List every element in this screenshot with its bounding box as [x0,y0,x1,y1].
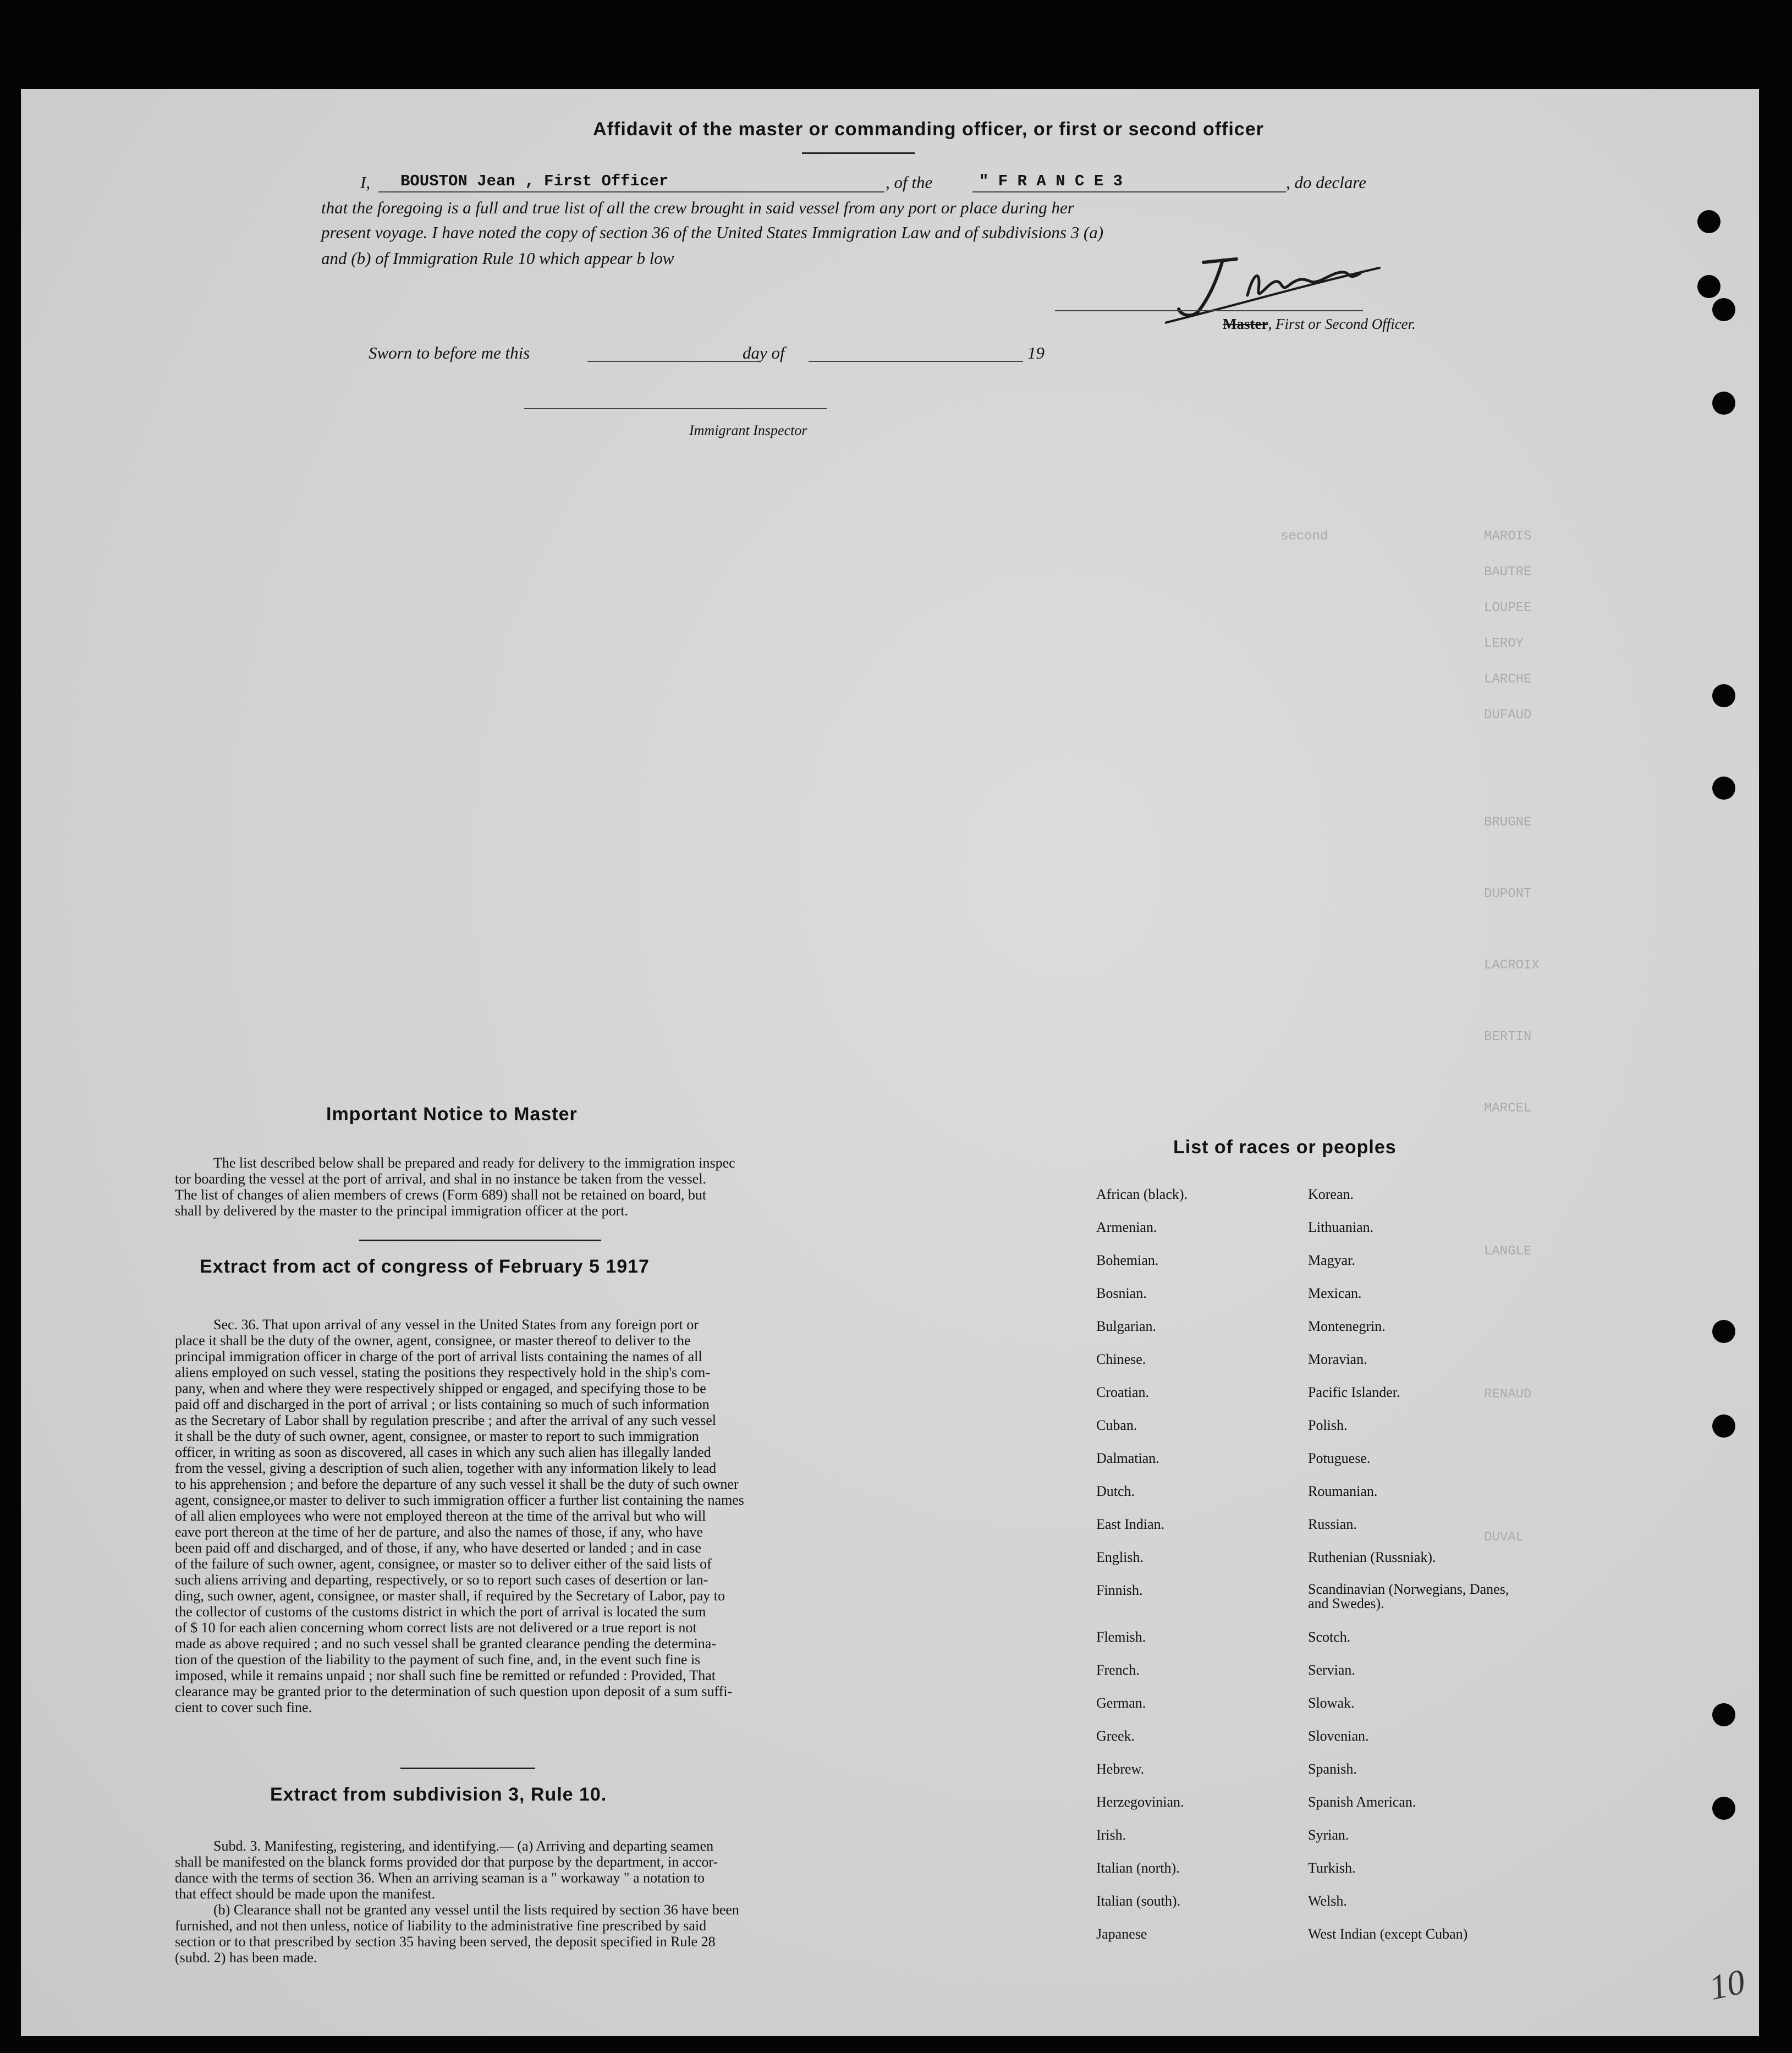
punch-hole [1712,684,1735,707]
race-left-item: Cuban. [1096,1417,1137,1433]
race-left-item: Chinese. [1096,1351,1146,1367]
rule-line: Subd. 3. Manifesting, registering, and identifying.— (a) Arriving and departing seamen [213,1838,714,1854]
document-page: Affidavit of the master or commanding officer, or first or second officer I, BOUSTON Jean , First Officer , of the " F R A N C E 3 , do declare that the foregoing is a full and true list of all the crew brought in said vessel from any port or place during her present voyage. I have noted the copy of section 36 of the United States Immigration Law and of subdivisions 3 (a) and (b) of Immigration Rule 10 which appear b low Master, First or Second Officer. Sworn to before me this day of 19 Immigrant Inspector MAROIS second BAUTRE LOUPEE LEROY LARCHE DUFAUD BRUGNE DUPONT LACROIX BERTIN MARCEL LANGLE RENAUD DUVAL Important Notice to Master The list described below shall be prepared and ready for delivery to the immigration inspec tor boarding the vessel at the port of arrival, and shal in no instance be taken from the vessel. The list of changes of alien members of crews (Form 689) shall not be retained on board, but shall by delivered by the master to the principal immigration officer at the port. Extract from act of congress of February 5 1917 Sec. 36. That upon arrival of any vessel in the United States from any foreign port or place it shall be the duty of the owner, agent, consignee, or master thereof to deliver to the principal immigration officer in charge of the port of arrival lists containing the names of all aliens employed on such vessel, stating the positions they respectively hold in the ship's com- pany, when and where they were respectively shipped or engaged, and specifying those to be paid off and discharged in the port of arrival ; or lists containing so much of such information as the Secretary of Labor shall by regulation prescribe ; and after the arrival of any such vessel it shall be the duty of such owner, agent, consignee, or master to report to such immigration officer, in writing as soon as discovered, all cases in which any such alien has illegally landed from the vessel, giving a description of such alien, together with any information likely to lead to his apprehension ; and before the departure of any such vessel it shall be the duty of such owner agent, consignee,or master to deliver to such immigration officer a further list containing the names of all alien employees who were not employed thereon at the time of the arrival but who will eave port thereon at the time of her de parture, and also the names of those, if any, who have been paid off and discharged, and of those, if any, who have deserted or landed ; and in case of the failure of such owner, agent, consignee, or master so to deliver either of the said lists of such aliens arriving and departing, respectively, or so to report such cases of desertion or lan- ding, such owner, agent, consignee, or master shall, if required by the Secretary of Labor, pay to the collector of customs of the customs district in which the port of arrival is located the sum of $ 10 for each alien concerning whom correct lists are not delivered or a true report is not made as above required ; and no such vessel shall be granted clearance pending the determina- tion of the question of the liability to the payment of such fine, and, in the event such fine is imposed, while it remains unpaid ; nor shall such fine be remitted or refunded : Provided, That clearance may be granted prior to the determination of such question upon deposit of a sum suffi- cient to cover such fine. Extract from subdivision 3, Rule 10. Subd. 3. Manifesting, registering, and identifying.— (a) Arriving and departing seamen shall be manifested on the blanck forms provided dor that purpose by the department, in accor- dance with the terms of section 36. When an arriving seaman is a " workaway " a notation to that effect should be made upon the manifest. (b) Clearance shall not be granted any vessel until the lists required by section 36 have been furnished, and not then unless, notice of liability to the administrative fine prescribed by said section or to that prescribed by section 35 having been served, the deposit specified in Rule 28 (subd. 2) has been made. List of races or peoples African (black). Armenian. Bohemian. Bosnian. Bulgarian. Chinese. Croatian. Cuban. Dalmatian. Dutch. East Indian. English. Finnish. Flemish. French. German. Greek. Hebrew. Herzegovinian. Irish. Italian (north). Italian (south). Japanese Korean. Lithuanian. Magyar. Mexican. Montenegrin. Moravian. Pacific Islander. Polish. Potuguese. Roumanian. Russian. Ruthenian (Russniak). Scandinavian (Norwegians, Danes, and Swedes). Scotch. Servian. Slowak. Slovenian. Spanish. Spanish American. Syrian. Turkish. Welsh. West Indian (except Cuban) 10 [21,89,1759,2036]
act-line: imposed, while it remains unpaid ; nor shall such fine be remitted or refunded : Provided, That [175,1667,716,1683]
punch-hole [1712,298,1735,321]
act-line: eave port thereon at the time of her de parture, and also the names of those, if any, who have [175,1524,703,1540]
punch-hole [1712,1703,1735,1726]
act-divider [400,1768,535,1769]
punch-hole [1712,1797,1735,1820]
declarant-line [378,191,884,192]
race-right-item: Montenegrin. [1308,1318,1386,1334]
races-title: List of races or peoples [1173,1137,1397,1158]
officer-title: First or Second Officer. [1275,316,1416,332]
race-right-item: Slovenian. [1308,1728,1369,1744]
do-declare-label: , do declare [1286,173,1367,192]
notice-line: shall by delivered by the master to the principal immigration officer at the port. [175,1203,629,1219]
race-right-item: Potuguese. [1308,1450,1371,1466]
race-left-item: Italian (north). [1096,1860,1180,1876]
act-line: principal immigration officer in charge of the port of arrival lists containing the names of all [175,1349,702,1364]
struck-master-label: Master [1223,316,1268,332]
race-left-item: Croatian. [1096,1384,1150,1400]
year-label: 19 [1027,343,1045,362]
act-line: of $ 10 for each alien concerning whom correct lists are not delivered or a true report is not [175,1620,697,1636]
inspector-label: Immigrant Inspector [689,422,807,438]
act-line: Sec. 36. That upon arrival of any vessel in the United States from any foreign port or [213,1317,699,1333]
race-left-item: Irish. [1096,1827,1126,1843]
race-left-item: Dalmatian. [1096,1450,1159,1466]
notice-line: The list described below shall be prepared and ready for delivery to the immigration inspec [213,1155,735,1171]
affidavit-line-3: present voyage. I have noted the copy of section 36 of the United States Immigration Law and of subdivisions 3 (a) [321,223,1104,242]
race-right-item: Lithuanian. [1308,1219,1374,1235]
race-right-item: Slowak. [1308,1695,1355,1711]
act-line: ding, such owner, agent, consignee, or master shall, if required by the Secretary of Labor, pay to [175,1588,725,1604]
day-of-label: day of [743,343,785,362]
vessel-name: " F R A N C E 3 [979,172,1123,190]
race-right-item: Moravian. [1308,1351,1367,1367]
race-left-item: Bosnian. [1096,1285,1147,1301]
rule-extract-text [175,1838,813,1966]
race-right-item: Mexican. [1308,1285,1362,1301]
race-left-item: Italian (south). [1096,1893,1181,1909]
race-right-item: Spanish American. [1308,1794,1416,1810]
race-left-item: English. [1096,1549,1144,1565]
race-right-item: Scotch. [1308,1629,1351,1645]
act-line: such aliens arriving and departing, respectively, or so to report such cases of desertion or lan- [175,1572,708,1588]
race-left-item: French. [1096,1662,1140,1678]
race-left-item: Bulgarian. [1096,1318,1157,1334]
race-left-item: German. [1096,1695,1146,1711]
rule-line: (subd. 2) has been made. [175,1950,317,1966]
notice-line: The list of changes of alien members of crews (Form 689) shall not be retained on board, but [175,1187,707,1203]
rule-extract-title: Extract from subdivision 3, Rule 10. [270,1784,607,1805]
act-line: cient to cover such fine. [175,1699,312,1715]
affidavit-prefix: I, [360,173,371,192]
race-left-item: Japanese [1096,1926,1147,1942]
notice-line: tor boarding the vessel at the port of arrival, and shal in no instance be taken from the vessel. [175,1171,707,1187]
affidavit-line-4: and (b) of Immigration Rule 10 which appear b low [321,249,674,268]
act-line: place it shall be the duty of the owner, agent, consignee, or master thereof to deliver to the [175,1333,691,1349]
act-line: tion of the question of the liability to the payment of such fine, and, in the event such fine is [175,1652,701,1667]
affidavit-title: Affidavit of the master or commanding officer, or first or second officer [593,119,1264,140]
race-left-item: East Indian. [1096,1516,1165,1532]
act-line: officer, in writing as soon as discovered, all cases in which any such alien has illegally landed [175,1444,711,1460]
act-line: pany, when and where they were respectively shipped or engaged, and specifying those to be [175,1380,706,1396]
notice-divider [359,1240,601,1241]
sworn-month-line [809,361,1023,362]
act-line: made as above required ; and no such vessel shall be granted clearance pending the determina- [175,1636,716,1652]
notice-title: Important Notice to Master [326,1104,578,1125]
rule-line: that effect should be made upon the manifest. [175,1886,436,1902]
act-line: paid off and discharged in the port of arrival ; or lists containing so much of such information [175,1396,710,1412]
rule-line: section or to that prescribed by section 35 having been served, the deposit specified in Rule 28 [175,1934,716,1950]
act-extract-text [175,1317,813,1715]
sworn-day-line [587,361,758,362]
declarant-name: BOUSTON Jean , First Officer [400,172,669,190]
affidavit-line-2: that the foregoing is a full and true list of all the crew brought in said vessel from any port or place during her [321,198,1074,217]
punch-hole [1697,210,1720,233]
race-right-item: Scandinavian (Norwegians, Danes, and Swedes). [1308,1581,1509,1611]
race-right-item: Pacific Islander. [1308,1384,1400,1400]
race-left-item: Hebrew. [1096,1761,1145,1777]
race-right-item: Roumanian. [1308,1483,1378,1499]
act-line: to his apprehension ; and before the departure of any such vessel it shall be the duty of such owner [175,1476,739,1492]
race-right-item: Turkish. [1308,1860,1356,1876]
act-line: the collector of customs of the customs district in which the port of arrival is located the sum [175,1604,706,1620]
inspector-signature-line [524,408,827,409]
race-left-item: Dutch. [1096,1483,1135,1499]
race-right-item: Ruthenian (Russniak). [1308,1549,1436,1565]
race-left-item: Bohemian. [1096,1252,1159,1268]
sworn-label: Sworn to before me this [369,343,530,362]
act-line: been paid off and discharged, and of those, if any, who have deserted or landed ; and in case [175,1540,701,1556]
act-line: as the Secretary of Labor shall by regulation prescribe ; and after the arrival of any such vessel [175,1412,717,1428]
race-left-item: Flemish. [1096,1629,1146,1645]
race-right-item: Servian. [1308,1662,1355,1678]
race-right-item: Korean. [1308,1186,1354,1202]
race-right-item: Syrian. [1308,1827,1349,1843]
rule-line: furnished, and not then unless, notice of liability to the administrative fine prescribed by said [175,1918,707,1934]
race-right-item: Magyar. [1308,1252,1355,1268]
notice-text [175,1155,813,1219]
rule-line: shall be manifested on the blanck forms provided dor that purpose by the department, in accor- [175,1854,718,1870]
act-extract-title: Extract from act of congress of February 5 1917 [200,1256,650,1277]
act-line: from the vessel, giving a description of such alien, together with any information likely to lead [175,1460,717,1476]
race-left-item: African (black). [1096,1186,1188,1202]
race-right-item: Welsh. [1308,1893,1347,1909]
race-left-item: Greek. [1096,1728,1135,1744]
punch-hole [1712,777,1735,800]
race-right-item: Russian. [1308,1516,1357,1532]
race-right-item: Polish. [1308,1417,1348,1433]
officer-label: Master, First or Second Officer. [1223,316,1416,332]
of-the-label: , of the [886,173,933,192]
race-left-item: Armenian. [1096,1219,1157,1235]
race-right-item: Spanish. [1308,1761,1357,1777]
punch-hole [1712,1320,1735,1343]
margin-mark: 10 [1706,1962,1749,2007]
race-right-item: West Indian (except Cuban) [1308,1926,1468,1942]
punch-hole [1712,392,1735,415]
act-line: aliens employed on such vessel, stating the positions they respectively hold in the ship's com- [175,1364,711,1380]
punch-hole [1697,275,1720,298]
act-line: clearance may be granted prior to the determination of such question upon deposit of a sum suffi- [175,1683,733,1699]
signature-line [1055,310,1363,311]
rule-line: (b) Clearance shall not be granted any vessel until the lists required by section 36 have been [213,1902,739,1918]
rule-line: dance with the terms of section 36. When an arriving seaman is a " workaway " a notation to [175,1870,705,1886]
act-line: of all alien employees who were not employed thereon at the time of the arrival but who will [175,1508,706,1524]
punch-hole [1712,1414,1735,1438]
act-line: agent, consignee,or master to deliver to such immigration officer a further list containing the names [175,1492,744,1508]
title-underline [802,152,915,154]
vessel-line [972,191,1286,192]
act-line: it shall be the duty of such owner, agent, consignee, or master to report to such immigration [175,1428,699,1444]
race-left-item: Herzegovinian. [1096,1794,1184,1810]
race-left-item: Finnish. [1096,1582,1143,1598]
act-line: of the failure of such owner, agent, consignee, or master so to deliver either of the said lists of [175,1556,712,1572]
